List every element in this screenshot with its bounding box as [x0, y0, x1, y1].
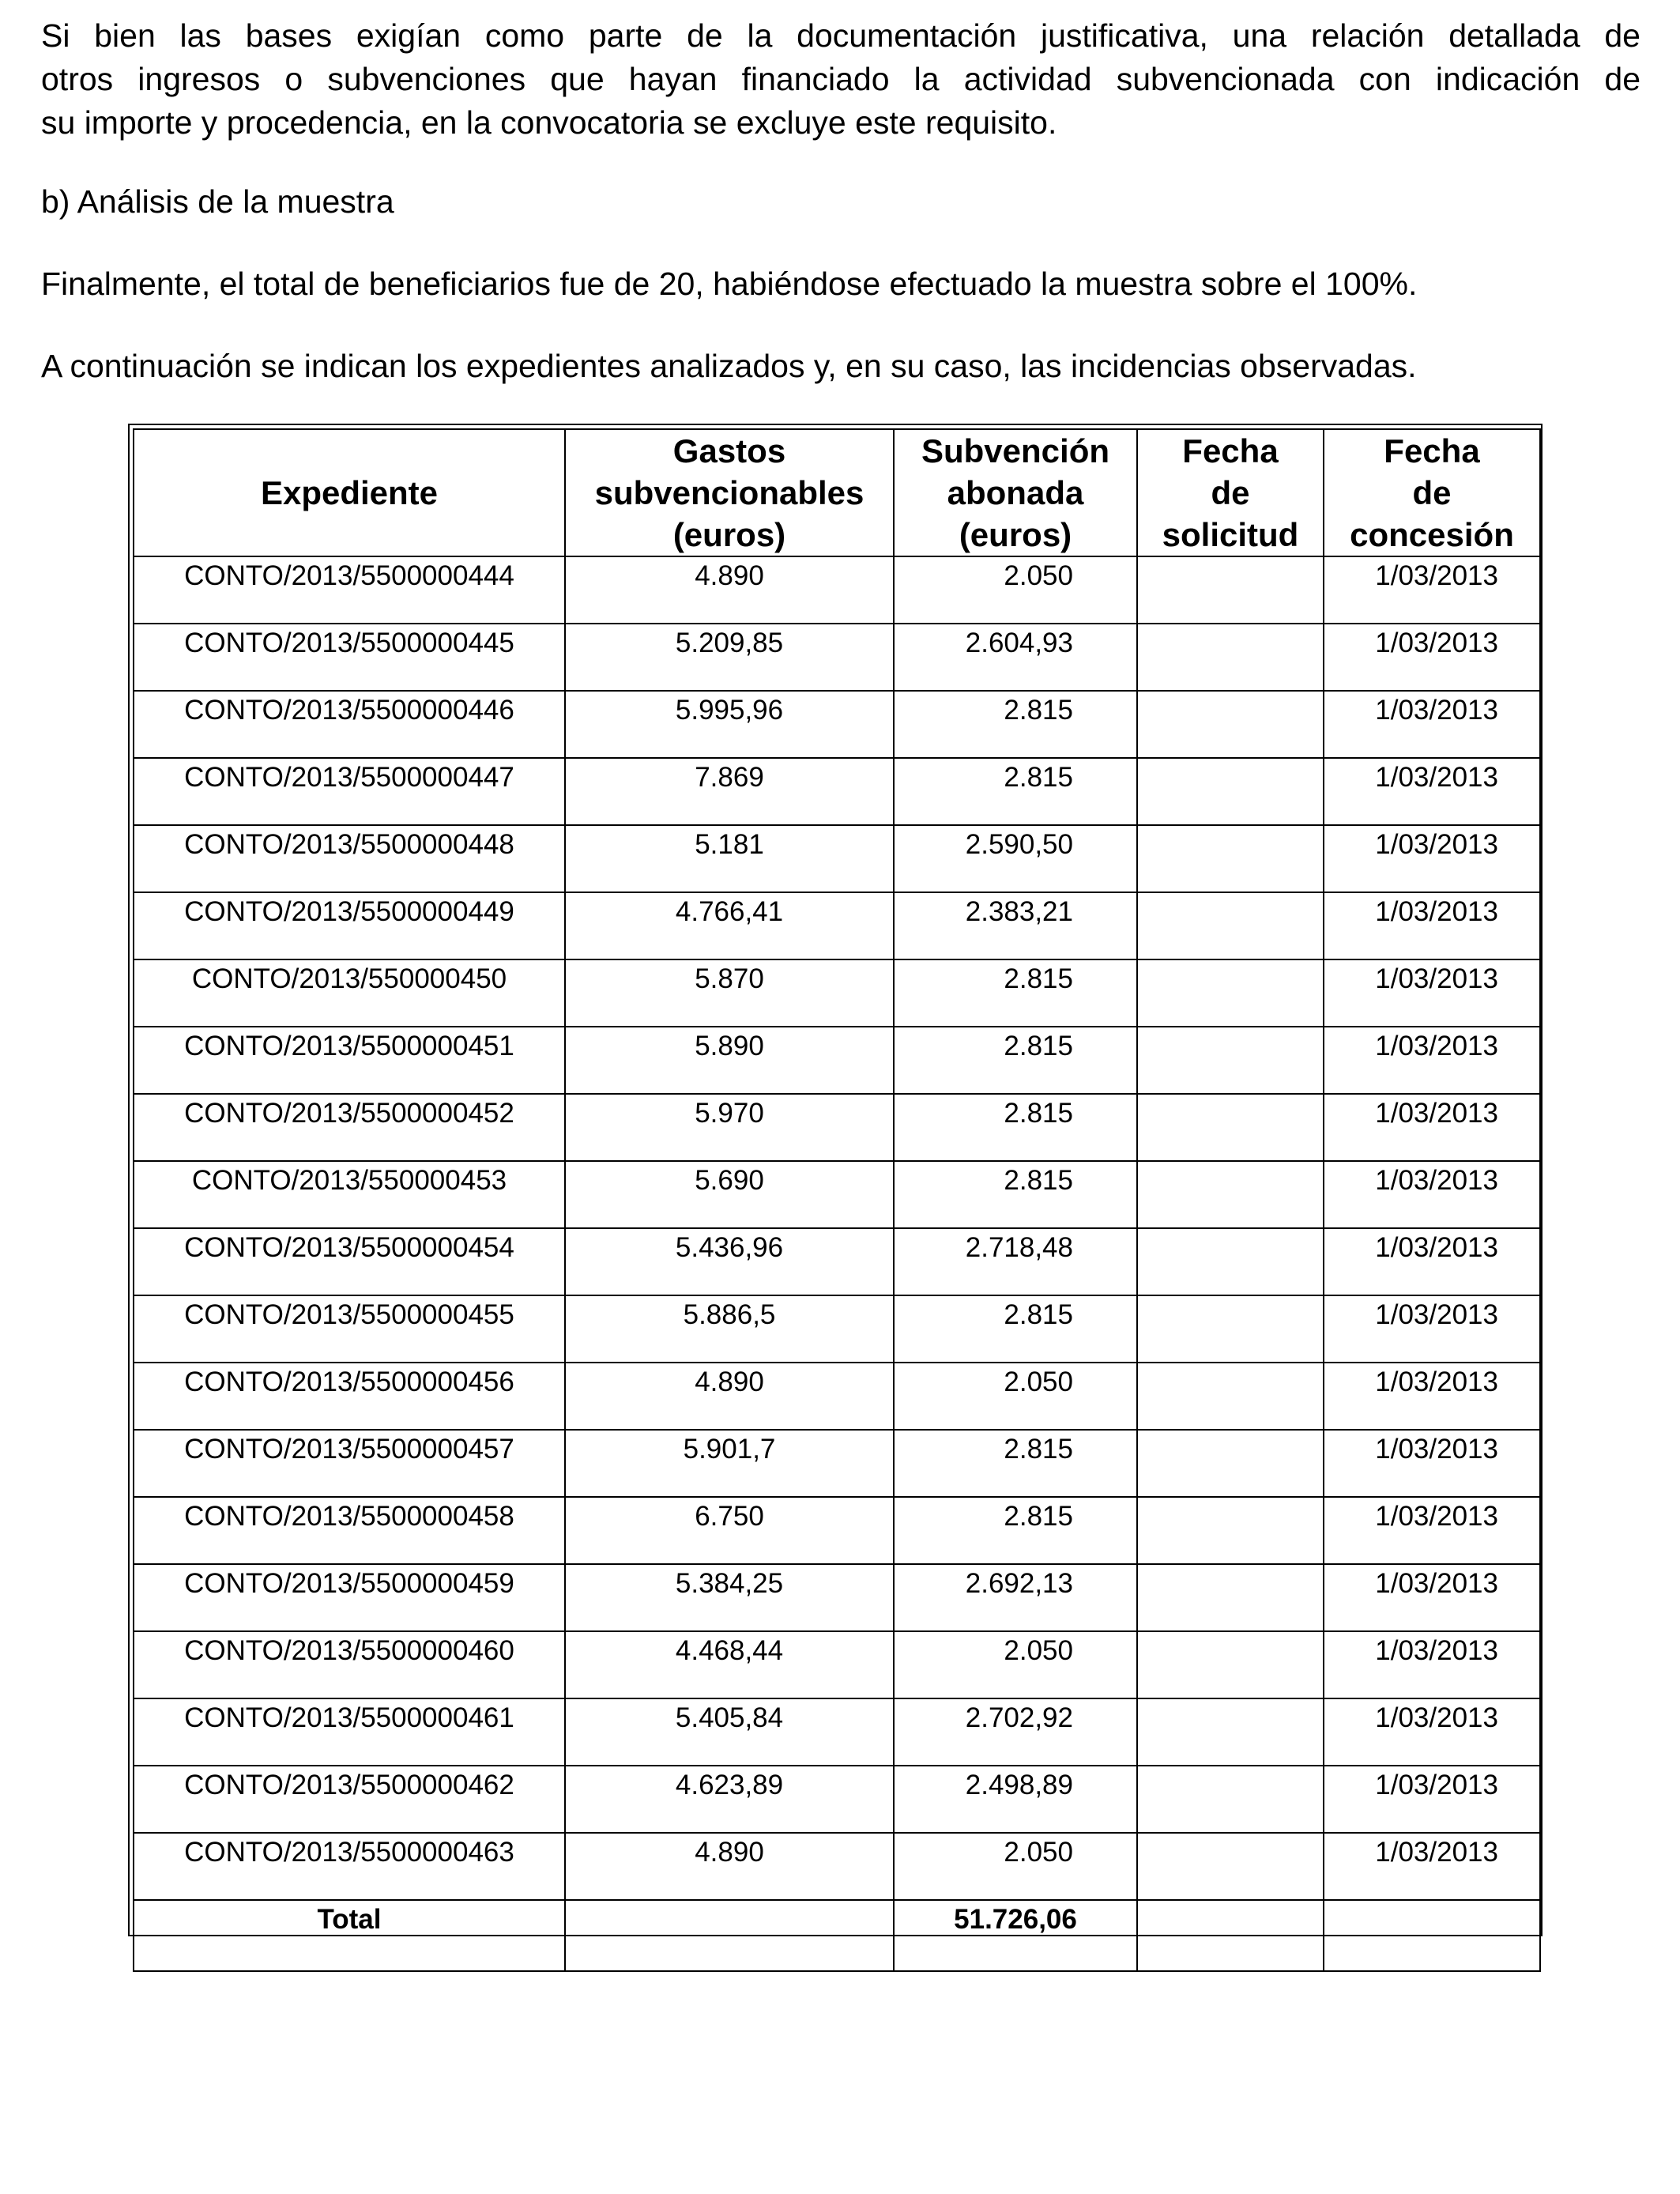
- cell-fecha-concesion: 1/03/2013: [1324, 556, 1540, 624]
- cell-fecha-concesion: 1/03/2013: [1324, 1430, 1540, 1497]
- header-expediente: Expediente: [134, 429, 565, 556]
- cell-expediente: CONTO/2013/5500000452: [134, 1094, 565, 1161]
- cell-gastos: 4.623,89: [565, 1766, 894, 1833]
- cell-expediente: CONTO/2013/5500000455: [134, 1295, 565, 1363]
- cell-subvencion: 2.815: [894, 1027, 1137, 1094]
- cell-expediente: CONTO/2013/5500000444: [134, 556, 565, 624]
- cell-fecha-concesion: 1/03/2013: [1324, 892, 1540, 959]
- intro-line-1: Si bien las bases exigían como parte de la documentación justificativa, una relación detallada de: [41, 17, 1640, 54]
- table-row: [134, 691, 1540, 758]
- cell-fecha-solicitud: [1137, 1363, 1324, 1430]
- cell-fecha-solicitud: [1137, 1027, 1324, 1094]
- cell-fecha-solicitud: [1137, 691, 1324, 758]
- cell-fecha-concesion: 1/03/2013: [1324, 1228, 1540, 1295]
- table-row: [134, 1295, 1540, 1363]
- table-row: [134, 825, 1540, 892]
- cell-fecha-solicitud: [1137, 1497, 1324, 1564]
- cell-fecha-concesion: 1/03/2013: [1324, 1363, 1540, 1430]
- table-row: [134, 892, 1540, 959]
- cell-fecha-concesion: 1/03/2013: [1324, 1833, 1540, 1900]
- cell-gastos: 5.870: [565, 959, 894, 1027]
- cell-fecha-solicitud: [1137, 1698, 1324, 1766]
- table-header-row: [134, 429, 1540, 556]
- cell-fecha-solicitud: [1137, 758, 1324, 825]
- cell-subvencion: 2.050: [894, 1631, 1137, 1698]
- cell-expediente: CONTO/2013/5500000445: [134, 624, 565, 691]
- table-row: [134, 1497, 1540, 1564]
- cell-gastos: 5.970: [565, 1094, 894, 1161]
- cell-fecha-solicitud: [1137, 1564, 1324, 1631]
- cell-expediente: CONTO/2013/5500000460: [134, 1631, 565, 1698]
- cell-expediente: CONTO/2013/5500000457: [134, 1430, 565, 1497]
- table-row: [134, 1228, 1540, 1295]
- total-gastos: [565, 1900, 894, 1971]
- table-row: [134, 1631, 1540, 1698]
- cell-subvencion: 2.815: [894, 1430, 1137, 1497]
- cell-fecha-concesion: 1/03/2013: [1324, 1564, 1540, 1631]
- cell-subvencion: 2.050: [894, 556, 1137, 624]
- table-total-row: [134, 1900, 1540, 1971]
- cell-expediente: CONTO/2013/5500000462: [134, 1766, 565, 1833]
- cell-gastos: 4.890: [565, 1363, 894, 1430]
- table-row: [134, 1161, 1540, 1228]
- expedientes-table-frame: [128, 424, 1543, 1936]
- cell-gastos: 5.886,5: [565, 1295, 894, 1363]
- cell-expediente: CONTO/2013/5500000448: [134, 825, 565, 892]
- cell-subvencion: 2.815: [894, 691, 1137, 758]
- intro-paragraph: [41, 14, 1640, 145]
- cell-fecha-concesion: 1/03/2013: [1324, 624, 1540, 691]
- cell-subvencion: 2.050: [894, 1833, 1137, 1900]
- cell-subvencion: 2.702,92: [894, 1698, 1137, 1766]
- intro-line-2: otros ingresos o subvenciones que hayan financiado la actividad subvencionada con indicación de: [41, 61, 1640, 97]
- cell-fecha-solicitud: [1137, 1094, 1324, 1161]
- cell-subvencion: 2.604,93: [894, 624, 1137, 691]
- table-row: [134, 959, 1540, 1027]
- cell-gastos: 4.890: [565, 556, 894, 624]
- header-fecha-solicitud: Fecha de solicitud: [1137, 429, 1324, 556]
- header-gastos: Gastos subvencionables (euros): [565, 429, 894, 556]
- cell-fecha-solicitud: [1137, 825, 1324, 892]
- total-fecha-concesion: [1324, 1900, 1540, 1971]
- cell-fecha-concesion: 1/03/2013: [1324, 758, 1540, 825]
- table-row: [134, 1027, 1540, 1094]
- cell-expediente: CONTO/2013/5500000451: [134, 1027, 565, 1094]
- header-subvencion: Subvención abonada (euros): [894, 429, 1137, 556]
- cell-expediente: CONTO/2013/5500000458: [134, 1497, 565, 1564]
- table-row: [134, 1430, 1540, 1497]
- cell-fecha-concesion: 1/03/2013: [1324, 1027, 1540, 1094]
- cell-fecha-solicitud: [1137, 959, 1324, 1027]
- header-fecha-concesion: Fecha de concesión: [1324, 429, 1540, 556]
- expedientes-table: [133, 428, 1541, 1972]
- cell-gastos: 6.750: [565, 1497, 894, 1564]
- total-subvencion: 51.726,06: [894, 1900, 1137, 1971]
- section-heading: b) Análisis de la muestra: [41, 183, 394, 220]
- cell-fecha-solicitud: [1137, 1766, 1324, 1833]
- intro-line-3: su importe y procedencia, en la convocatoria se excluye este requisito.: [41, 104, 1057, 141]
- cell-subvencion: 2.815: [894, 1497, 1137, 1564]
- cell-gastos: 5.209,85: [565, 624, 894, 691]
- cell-subvencion: 2.815: [894, 1161, 1137, 1228]
- cell-subvencion: 2.050: [894, 1363, 1137, 1430]
- cell-expediente: CONTO/2013/5500000459: [134, 1564, 565, 1631]
- table-row: [134, 1363, 1540, 1430]
- cell-subvencion: 2.692,13: [894, 1564, 1137, 1631]
- cell-subvencion: 2.498,89: [894, 1766, 1137, 1833]
- cell-expediente: CONTO/2013/5500000446: [134, 691, 565, 758]
- cell-expediente: CONTO/2013/5500000449: [134, 892, 565, 959]
- cell-fecha-concesion: 1/03/2013: [1324, 1497, 1540, 1564]
- total-label: Total: [134, 1900, 565, 1971]
- cell-gastos: 5.890: [565, 1027, 894, 1094]
- table-row: [134, 1698, 1540, 1766]
- cell-fecha-solicitud: [1137, 556, 1324, 624]
- cell-expediente: CONTO/2013/5500000461: [134, 1698, 565, 1766]
- cell-subvencion: 2.383,21: [894, 892, 1137, 959]
- table-row: [134, 1094, 1540, 1161]
- table-row: [134, 1766, 1540, 1833]
- cell-fecha-concesion: 1/03/2013: [1324, 1698, 1540, 1766]
- cell-gastos: 4.468,44: [565, 1631, 894, 1698]
- cell-gastos: 5.384,25: [565, 1564, 894, 1631]
- cell-fecha-concesion: 1/03/2013: [1324, 1766, 1540, 1833]
- table-row: [134, 556, 1540, 624]
- cell-fecha-concesion: 1/03/2013: [1324, 691, 1540, 758]
- cell-gastos: 5.690: [565, 1161, 894, 1228]
- cell-expediente: CONTO/2013/5500000454: [134, 1228, 565, 1295]
- table-row: [134, 1564, 1540, 1631]
- cell-subvencion: 2.815: [894, 1094, 1137, 1161]
- cell-fecha-solicitud: [1137, 1430, 1324, 1497]
- cell-fecha-solicitud: [1137, 1161, 1324, 1228]
- total-fecha-solicitud: [1137, 1900, 1324, 1971]
- table-row: [134, 624, 1540, 691]
- sample-paragraph: Finalmente, el total de beneficiarios fue de 20, habiéndose efectuado la muestra sobre el 100%.: [41, 266, 1418, 302]
- cell-fecha-solicitud: [1137, 624, 1324, 691]
- cell-expediente: CONTO/2013/5500000463: [134, 1833, 565, 1900]
- cell-fecha-solicitud: [1137, 1295, 1324, 1363]
- cell-fecha-concesion: 1/03/2013: [1324, 1161, 1540, 1228]
- cell-subvencion: 2.590,50: [894, 825, 1137, 892]
- cell-expediente: CONTO/2013/5500000456: [134, 1363, 565, 1430]
- table-body: [134, 556, 1540, 1971]
- cell-gastos: 7.869: [565, 758, 894, 825]
- cell-gastos: 5.405,84: [565, 1698, 894, 1766]
- cell-fecha-concesion: 1/03/2013: [1324, 1631, 1540, 1698]
- cell-expediente: CONTO/2013/550000450: [134, 959, 565, 1027]
- cell-expediente: CONTO/2013/550000453: [134, 1161, 565, 1228]
- cell-fecha-solicitud: [1137, 1833, 1324, 1900]
- cell-fecha-solicitud: [1137, 1631, 1324, 1698]
- cell-fecha-solicitud: [1137, 892, 1324, 959]
- cell-fecha-solicitud: [1137, 1228, 1324, 1295]
- cell-fecha-concesion: 1/03/2013: [1324, 1295, 1540, 1363]
- cell-gastos: 4.890: [565, 1833, 894, 1900]
- table-row: [134, 758, 1540, 825]
- cell-subvencion: 2.815: [894, 1295, 1137, 1363]
- cell-fecha-concesion: 1/03/2013: [1324, 825, 1540, 892]
- table-row: [134, 1833, 1540, 1900]
- cell-gastos: 5.995,96: [565, 691, 894, 758]
- cell-subvencion: 2.815: [894, 758, 1137, 825]
- cell-fecha-concesion: 1/03/2013: [1324, 1094, 1540, 1161]
- cell-gastos: 4.766,41: [565, 892, 894, 959]
- cell-gastos: 5.901,7: [565, 1430, 894, 1497]
- cell-gastos: 5.181: [565, 825, 894, 892]
- cell-expediente: CONTO/2013/5500000447: [134, 758, 565, 825]
- cell-gastos: 5.436,96: [565, 1228, 894, 1295]
- cell-subvencion: 2.815: [894, 959, 1137, 1027]
- list-paragraph: A continuación se indican los expedientes analizados y, en su caso, las incidencias observadas.: [41, 348, 1417, 384]
- cell-fecha-concesion: 1/03/2013: [1324, 959, 1540, 1027]
- cell-subvencion: 2.718,48: [894, 1228, 1137, 1295]
